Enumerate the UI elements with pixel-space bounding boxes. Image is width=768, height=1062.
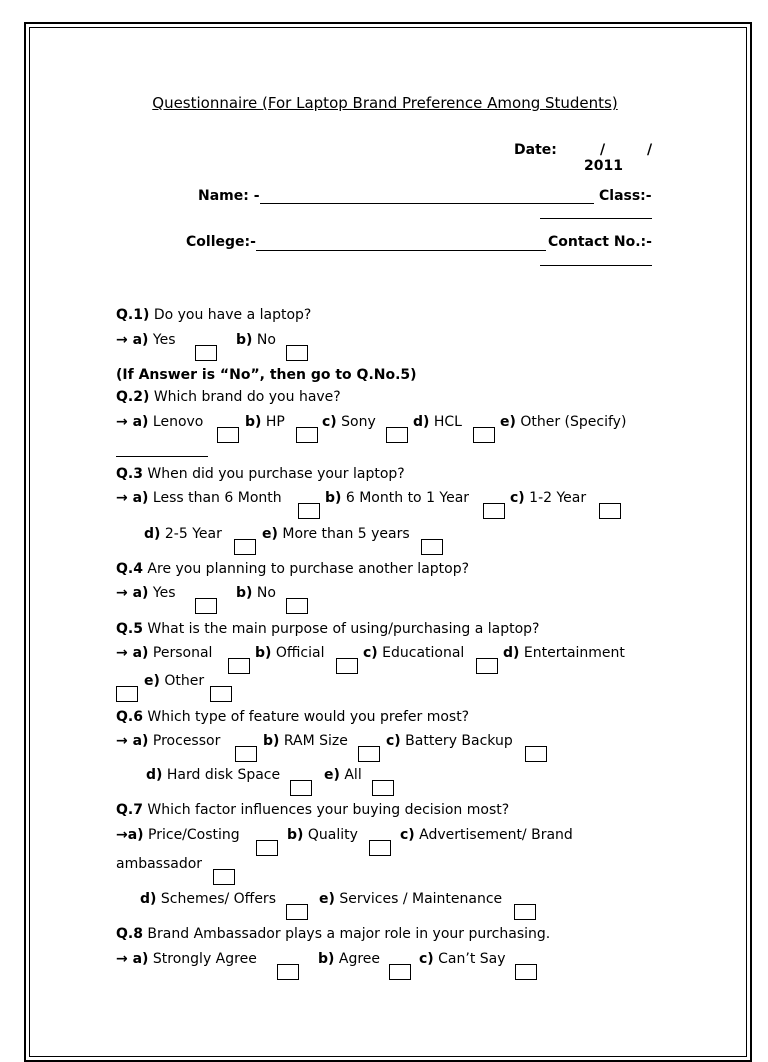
q4-question bbox=[116, 561, 469, 577]
q4-b-text: No bbox=[256, 585, 276, 601]
q1-a-checkbox[interactable] bbox=[195, 345, 217, 361]
q8-b-checkbox[interactable] bbox=[389, 964, 411, 980]
q3-option-a bbox=[116, 490, 282, 506]
q6-option-d bbox=[146, 767, 280, 783]
q2-b-text: HP bbox=[265, 414, 285, 430]
q2-text: Which brand do you have? bbox=[153, 389, 341, 405]
q8-c-label: c) bbox=[419, 951, 434, 967]
q3-d-text: 2-5 Year bbox=[164, 526, 222, 542]
form-title: Questionnaire (For Laptop Brand Preference Among Students) bbox=[152, 94, 618, 112]
q6-c-text: Battery Backup bbox=[405, 733, 513, 749]
name-label: Name: - bbox=[198, 188, 260, 204]
q6-a-checkbox[interactable] bbox=[235, 746, 257, 762]
q5-option-d bbox=[503, 645, 625, 661]
q2-option-a bbox=[116, 414, 203, 430]
q5-question bbox=[116, 621, 539, 637]
q3-e-text: More than 5 years bbox=[282, 526, 410, 542]
college-label: College:- bbox=[186, 234, 256, 250]
q5-a-checkbox[interactable] bbox=[228, 658, 250, 674]
q8-b-text: Agree bbox=[338, 951, 381, 967]
skip-note: (If Answer is “No”, then go to Q.No.5) bbox=[116, 367, 417, 383]
q7-b-label: b) bbox=[287, 827, 304, 843]
q2-c-text: Sony bbox=[341, 414, 376, 430]
q7-option-a bbox=[116, 827, 240, 843]
q5-text: What is the main purpose of using/purchasing a laptop? bbox=[147, 621, 540, 637]
q8-number: Q.8 bbox=[116, 926, 143, 942]
q6-option-e bbox=[324, 767, 362, 783]
q2-arrow: → a) bbox=[116, 414, 149, 430]
q7-option-b bbox=[287, 827, 358, 843]
q5-d-text: Entertainment bbox=[523, 645, 625, 661]
q2-d-text: HCL bbox=[433, 414, 462, 430]
q1-number: Q.1) bbox=[116, 307, 150, 323]
q1-b-text: No bbox=[256, 332, 276, 348]
q5-d-label: d) bbox=[503, 645, 520, 661]
q5-c-label: c) bbox=[363, 645, 378, 661]
q4-text: Are you planning to purchase another laptop? bbox=[147, 561, 470, 577]
college-field[interactable] bbox=[256, 250, 546, 251]
q3-b-label: b) bbox=[325, 490, 342, 506]
q2-question bbox=[116, 389, 341, 405]
q3-option-c bbox=[510, 490, 586, 506]
q2-option-e bbox=[500, 414, 626, 430]
q3-option-e bbox=[262, 526, 410, 542]
class-label: Class:- bbox=[599, 188, 652, 204]
q7-c-text-cont: ambassador bbox=[116, 856, 203, 872]
q8-a-text: Strongly Agree bbox=[152, 951, 257, 967]
q3-question bbox=[116, 466, 405, 482]
q1-option-a bbox=[116, 332, 176, 348]
q7-a-checkbox[interactable] bbox=[256, 840, 278, 856]
q5-a-text: Personal bbox=[152, 645, 213, 661]
q7-arrow: →a) bbox=[116, 827, 144, 843]
q3-option-b bbox=[325, 490, 469, 506]
q7-option-d bbox=[140, 891, 276, 907]
q7-a-text: Price/Costing bbox=[148, 827, 240, 843]
q6-e-text: All bbox=[344, 767, 362, 783]
q3-c-label: c) bbox=[510, 490, 525, 506]
q5-option-b bbox=[255, 645, 325, 661]
q8-option-b bbox=[318, 951, 380, 967]
q1-a-text: Yes bbox=[152, 332, 176, 348]
q3-option-d bbox=[144, 526, 222, 542]
q6-option-c bbox=[386, 733, 513, 749]
q5-c-text: Educational bbox=[382, 645, 465, 661]
q2-c-checkbox[interactable] bbox=[386, 427, 408, 443]
contact-field[interactable] bbox=[540, 265, 652, 266]
q7-text: Which factor influences your buying decision most? bbox=[147, 802, 510, 818]
q6-text: Which type of feature would you prefer most? bbox=[147, 709, 470, 725]
q4-a-text: Yes bbox=[152, 585, 176, 601]
q8-arrow: → a) bbox=[116, 951, 149, 967]
q5-option-e bbox=[144, 673, 204, 689]
q3-e-checkbox[interactable] bbox=[421, 539, 443, 555]
q7-option-e bbox=[319, 891, 502, 907]
q3-a-checkbox[interactable] bbox=[298, 503, 320, 519]
q7-c-label: c) bbox=[400, 827, 415, 843]
class-field[interactable] bbox=[540, 202, 652, 219]
q5-d-checkbox[interactable] bbox=[116, 686, 138, 702]
q5-e-text: Other bbox=[164, 673, 205, 689]
q4-a-checkbox[interactable] bbox=[195, 598, 217, 614]
q3-b-text: 6 Month to 1 Year bbox=[345, 490, 470, 506]
q2-option-c bbox=[322, 414, 376, 430]
q1-option-b bbox=[236, 332, 276, 348]
q5-arrow: → a) bbox=[116, 645, 149, 661]
q2-option-d bbox=[413, 414, 462, 430]
q1-question bbox=[116, 307, 311, 323]
q6-c-checkbox[interactable] bbox=[525, 746, 547, 762]
q5-b-text: Official bbox=[275, 645, 325, 661]
q6-option-a bbox=[116, 733, 220, 749]
q4-number: Q.4 bbox=[116, 561, 143, 577]
q7-d-checkbox[interactable] bbox=[286, 904, 308, 920]
q7-b-checkbox[interactable] bbox=[369, 840, 391, 856]
q8-c-text: Can’t Say bbox=[438, 951, 506, 967]
q7-c-text: Advertisement/ Brand bbox=[419, 827, 573, 843]
q3-d-label: d) bbox=[144, 526, 161, 542]
q7-question bbox=[116, 802, 509, 818]
q2-option-b bbox=[245, 414, 285, 430]
q8-option-a bbox=[116, 951, 257, 967]
date-year: 2011 bbox=[584, 158, 623, 174]
q5-e-label: e) bbox=[144, 673, 160, 689]
q3-d-checkbox[interactable] bbox=[234, 539, 256, 555]
q3-number: Q.3 bbox=[116, 466, 143, 482]
q1-b-checkbox[interactable] bbox=[286, 345, 308, 361]
q3-b-checkbox[interactable] bbox=[483, 503, 505, 519]
q6-option-b bbox=[263, 733, 348, 749]
q5-option-c bbox=[363, 645, 464, 661]
q4-option-b bbox=[236, 585, 276, 601]
q3-c-text: 1-2 Year bbox=[529, 490, 587, 506]
q8-a-checkbox[interactable] bbox=[277, 964, 299, 980]
q6-d-text: Hard disk Space bbox=[166, 767, 281, 783]
q5-c-checkbox[interactable] bbox=[476, 658, 498, 674]
q2-a-text: Lenovo bbox=[152, 414, 204, 430]
q2-b-label: b) bbox=[245, 414, 262, 430]
q2-d-checkbox[interactable] bbox=[473, 427, 495, 443]
q7-e-checkbox[interactable] bbox=[514, 904, 536, 920]
q6-e-checkbox[interactable] bbox=[372, 780, 394, 796]
q2-number: Q.2) bbox=[116, 389, 150, 405]
q6-d-label: d) bbox=[146, 767, 163, 783]
q5-number: Q.5 bbox=[116, 621, 143, 637]
q8-question bbox=[116, 926, 550, 942]
q8-option-c bbox=[419, 951, 506, 967]
date-label: Date: bbox=[514, 142, 557, 158]
q6-e-label: e) bbox=[324, 767, 340, 783]
date-slash-1: / bbox=[600, 142, 606, 158]
q3-c-checkbox[interactable] bbox=[599, 503, 621, 519]
q7-number: Q.7 bbox=[116, 802, 143, 818]
q2-d-label: d) bbox=[413, 414, 430, 430]
q5-b-checkbox[interactable] bbox=[336, 658, 358, 674]
q7-d-label: d) bbox=[140, 891, 157, 907]
q2-e-text: Other (Specify) bbox=[520, 414, 627, 430]
q6-question bbox=[116, 709, 469, 725]
q5-e-checkbox[interactable] bbox=[210, 686, 232, 702]
q2-other-specify-field[interactable] bbox=[116, 456, 208, 457]
q6-arrow: → a) bbox=[116, 733, 149, 749]
q2-a-checkbox[interactable] bbox=[217, 427, 239, 443]
contact-label: Contact No.:- bbox=[548, 234, 652, 250]
q4-b-label: b) bbox=[236, 585, 253, 601]
q7-d-text: Schemes/ Offers bbox=[160, 891, 276, 907]
q4-option-a bbox=[116, 585, 176, 601]
q7-option-c bbox=[400, 827, 573, 843]
q6-d-checkbox[interactable] bbox=[290, 780, 312, 796]
q6-b-text: RAM Size bbox=[283, 733, 348, 749]
q4-arrow: → a) bbox=[116, 585, 149, 601]
q7-b-text: Quality bbox=[307, 827, 358, 843]
q8-b-label: b) bbox=[318, 951, 335, 967]
q6-a-text: Processor bbox=[152, 733, 221, 749]
q6-c-label: c) bbox=[386, 733, 401, 749]
q8-text: Brand Ambassador plays a major role in your purchasing. bbox=[147, 926, 551, 942]
q7-e-label: e) bbox=[319, 891, 335, 907]
q3-arrow: → a) bbox=[116, 490, 149, 506]
q3-e-label: e) bbox=[262, 526, 278, 542]
q2-e-label: e) bbox=[500, 414, 516, 430]
q6-number: Q.6 bbox=[116, 709, 143, 725]
q7-c-checkbox[interactable] bbox=[213, 869, 235, 885]
q3-text: When did you purchase your laptop? bbox=[147, 466, 405, 482]
q6-b-label: b) bbox=[263, 733, 280, 749]
q2-b-checkbox[interactable] bbox=[296, 427, 318, 443]
q7-e-text: Services / Maintenance bbox=[339, 891, 503, 907]
q1-arrow: → a) bbox=[116, 332, 149, 348]
q2-c-label: c) bbox=[322, 414, 337, 430]
q5-option-a bbox=[116, 645, 212, 661]
q6-b-checkbox[interactable] bbox=[358, 746, 380, 762]
q1-text: Do you have a laptop? bbox=[153, 307, 312, 323]
q4-b-checkbox[interactable] bbox=[286, 598, 308, 614]
date-slash-2: / bbox=[647, 142, 653, 158]
q8-c-checkbox[interactable] bbox=[515, 964, 537, 980]
q3-a-text: Less than 6 Month bbox=[152, 490, 282, 506]
q5-b-label: b) bbox=[255, 645, 272, 661]
q1-b-label: b) bbox=[236, 332, 253, 348]
